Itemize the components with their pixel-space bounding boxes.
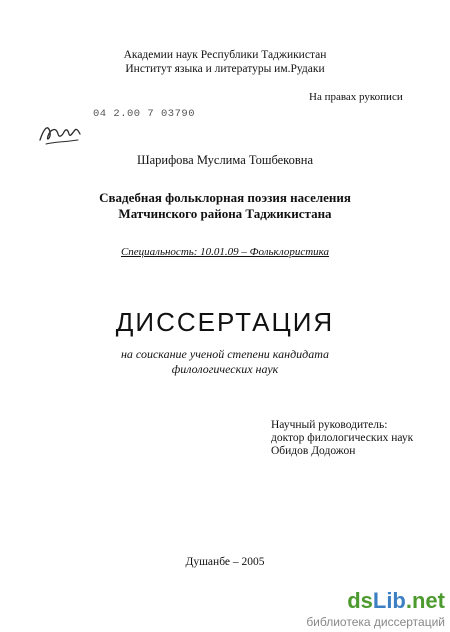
logo-ds-text: ds: [347, 588, 373, 613]
organization-line-2: Институт языка и литературы им.Рудаки: [125, 63, 325, 75]
degree-purpose-line-2: филологических наук: [171, 362, 279, 376]
dslib-watermark[interactable]: [253, 588, 449, 632]
author-name: Шарифова Муслима Тошбековна: [136, 153, 314, 167]
registration-stamp-number: 04 2.00 7 03790: [93, 108, 196, 120]
dissertation-title-line-1: Свадебная фольклорная поэзия населения: [99, 190, 351, 205]
supervisor-degree: доктор филологических наук: [271, 432, 414, 444]
supervisor-label: Научный руководитель:: [271, 419, 388, 431]
dissertation-title-line-2: Матчинского района Таджикистана: [118, 206, 332, 221]
dslib-logo[interactable]: [347, 588, 445, 614]
organization-line-1: Академии наук Республики Таджикистан: [123, 49, 327, 61]
watermark-caption: библиотека диссертаций: [306, 615, 445, 629]
logo-net-text: .net: [405, 588, 445, 613]
supervisor-name: Обидов Додожон: [271, 445, 356, 457]
manuscript-rights-note: На правах рукописи: [309, 91, 403, 103]
logo-lib-text: Lib: [372, 588, 406, 613]
specialty-code: Специальность: 10.01.09 – Фольклористика: [120, 246, 330, 258]
document-type-heading: ДИССЕРТАЦИЯ: [115, 307, 335, 337]
handwritten-signature-icon: [38, 118, 82, 148]
city-and-year: Душанбе – 2005: [185, 556, 265, 568]
degree-purpose-line-1: на соискание ученой степени кандидата: [120, 347, 330, 361]
